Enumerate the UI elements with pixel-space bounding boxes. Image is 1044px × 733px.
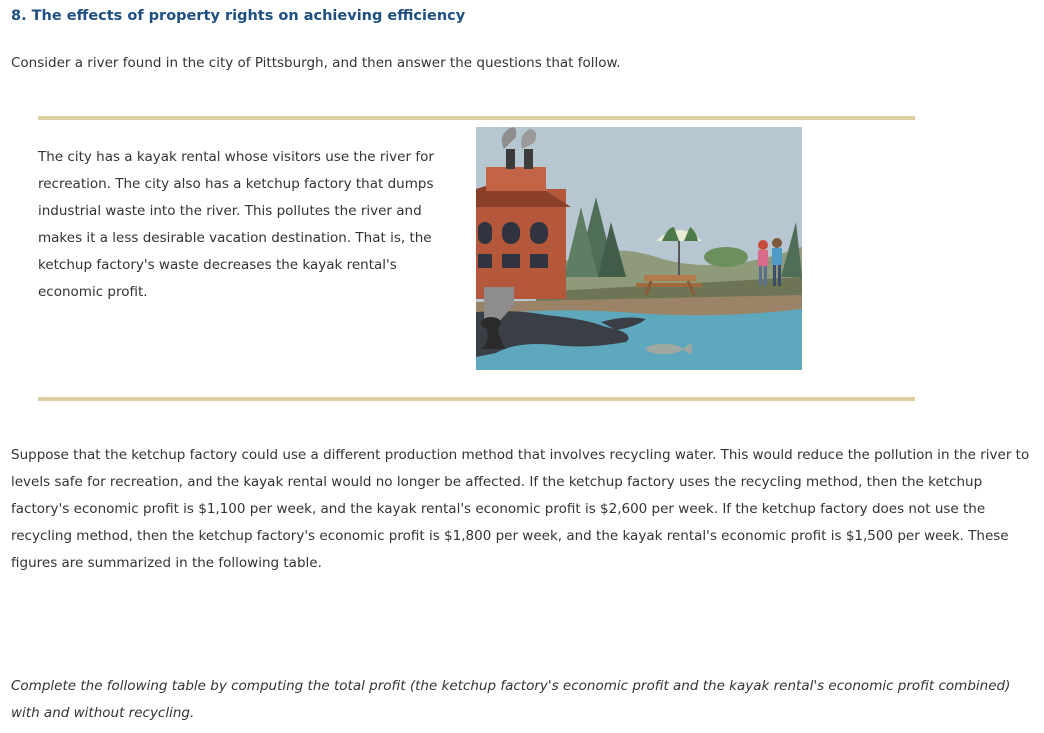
divider-top <box>38 116 915 120</box>
question-title: 8. The effects of property rights on achieving efficiency <box>11 8 466 24</box>
river-pollution-illustration <box>476 127 802 370</box>
table-instruction: Complete the following table by computing the total profit (the ketchup factory's economic profit and the kayak rental's economic profit combined) with and without recycling. <box>11 678 1011 721</box>
scenario-text: The city has a kayak rental whose visitors use the river for recreation. The city also has a ketchup factory that dumps industrial waste into the river. This pollutes the river and makes it a less desirable vacation destination. That is, the ketchup factory's waste decreases the kayak rental's economic profit. <box>38 149 434 300</box>
profit-scenario-paragraph: Suppose that the ketchup factory could use a different production method that involves recycling water. This would reduce the pollution in the river to levels safe for recreation, and the kayak rental would no longer be affected. If the ketchup factory uses the recycling method, then the ketchup factory's economic profit is $1,100 per week, and the kayak rental's economic profit is $2,600 per week. If the ketchup factory does not use the recycling method, then the ketchup factory's economic profit is $1,800 per week, and the kayak rental's economic profit is $1,500 per week. These figures are summarized in the following table. <box>11 447 1030 571</box>
question-intro: Consider a river found in the city of Pittsburgh, and then answer the questions that follow. <box>11 55 621 71</box>
divider-bottom <box>38 397 915 401</box>
